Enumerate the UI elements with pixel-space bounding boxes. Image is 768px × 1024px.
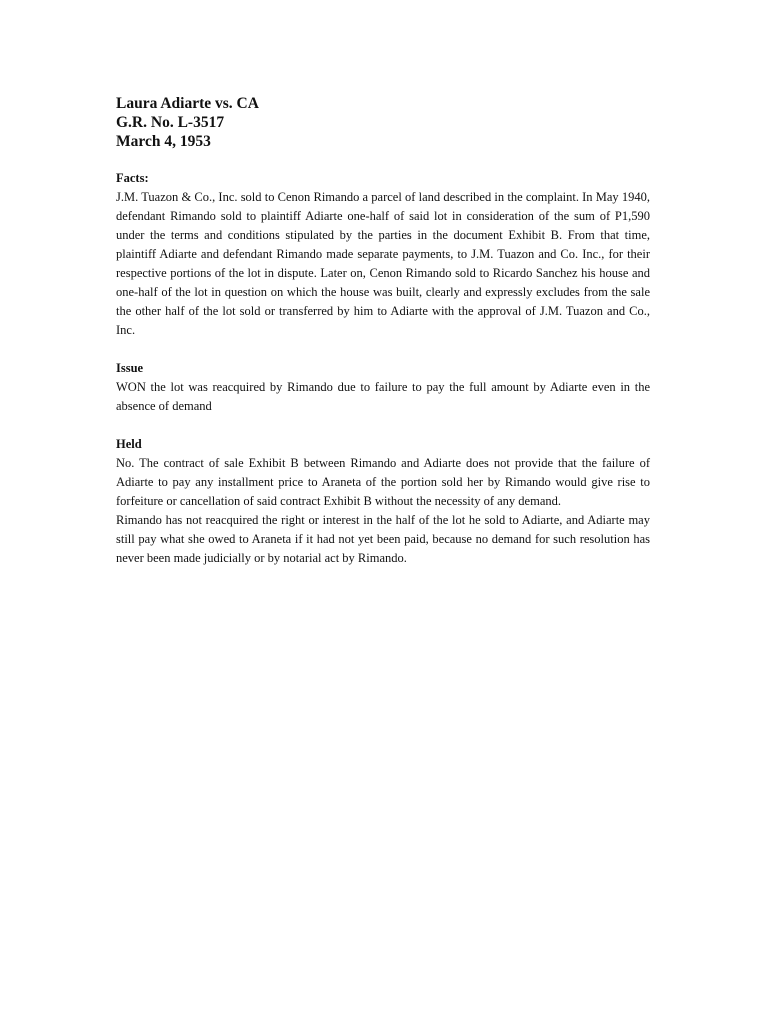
facts-heading: Facts: — [116, 171, 149, 185]
held-section — [116, 435, 650, 568]
held-paragraph: No. The contract of sale Exhibit B between Rimando and Adiarte does not provide that the failure of Adiarte to pay any installment price to Araneta of the portion sold her by Rimando would give rise to forfeiture or cancellation of said contract Exhibit B without the necessity of any demand. — [116, 456, 650, 508]
issue-heading: Issue — [116, 361, 144, 375]
case-title: Laura Adiarte vs. CA — [116, 95, 259, 112]
held-paragraph: Rimando has not reacquired the right or interest in the half of the lot he sold to Adiarte, and Adiarte may still pay what she owed to Araneta if it had not yet been paid, because no demand for such resolution has never been made judicially or by notarial act by Rimando. — [116, 513, 650, 565]
facts-paragraph: J.M. Tuazon & Co., Inc. sold to Cenon Rimando a parcel of land described in the complaint. In May 1940, defendant Rimando sold to plaintiff Adiarte one-half of said lot in consideration of the sum of P1,590 under the terms and conditions stipulated by the parties in the document Exhibit B. From that time, plaintiff Adiarte and defendant Rimando made separate payments, to J.M. Tuazon and Co. Inc., for their respective portions of the lot in dispute. Later on, Cenon Rimando sold to Ricardo Sanchez his house and one-half of the lot in question on which the house was built, clearly and expressly excludes from the sale the other half of the lot sold or transferred by him to Adiarte with the approval of J.M. Tuazon and Co., Inc. — [116, 190, 650, 337]
issue-paragraph: WON the lot was reacquired by Rimando due to failure to pay the full amount by Adiarte even in the absence of demand — [116, 380, 650, 413]
case-date: March 4, 1953 — [116, 133, 211, 150]
held-heading: Held — [116, 437, 142, 451]
facts-section — [116, 169, 650, 340]
issue-section — [116, 359, 650, 416]
document-page — [116, 94, 650, 587]
case-header — [116, 94, 650, 151]
case-gr-number: G.R. No. L-3517 — [116, 114, 225, 131]
